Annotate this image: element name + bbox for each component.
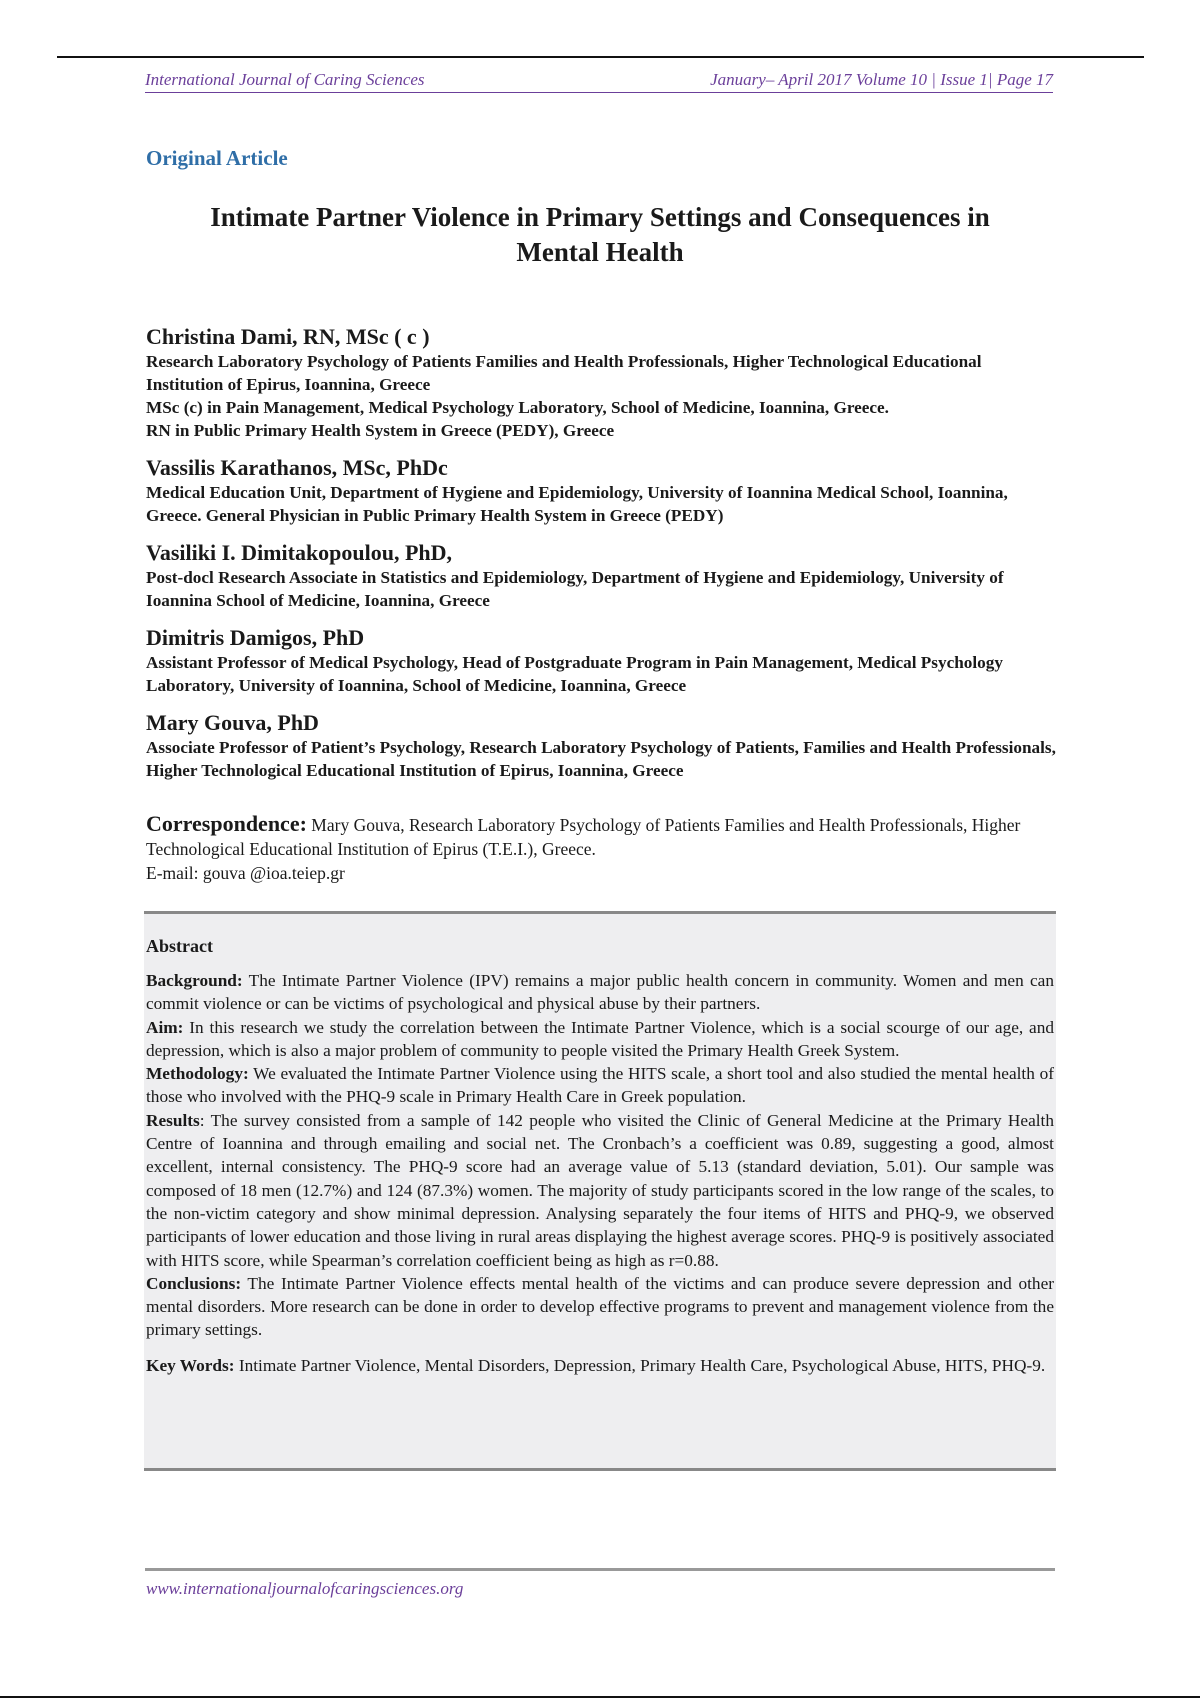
methodology-label: Methodology: [146, 1064, 249, 1084]
article-title [150, 200, 1050, 270]
correspondence-text: Mary Gouva, Research Laboratory Psychology of Patients Families and Health Professionals, Higher Technological Educational Institution of Epirus (T.E.I.), Greece. [146, 815, 1021, 859]
author-entry [146, 624, 1058, 697]
abstract-aim [146, 1016, 1054, 1063]
author-affiliation: Medical Education Unit, Department of Hygiene and Epidemiology, University of Ioannina Medical School, Ioannina, Greece. General Physician in Public Primary Health System in Greece (PEDY) [146, 483, 1008, 525]
issue-info[interactable]: January– April 2017 Volume 10 | Issue 1| Page 17 [710, 70, 1053, 89]
background-label: Background: [146, 971, 243, 990]
author-entry [146, 539, 1058, 612]
correspondence-email[interactable]: E-mail: gouva @ioa.teiep.gr [146, 863, 345, 883]
aim-label: Aim: [146, 1017, 184, 1037]
aim-text: In this research we study the correlation between the Intimate Partner Violence, which is a social scourge of our age, and depression, which is also a major problem of community to people visited the Primary Health Greek System. [146, 1017, 1054, 1060]
abstract-methodology [146, 1062, 1054, 1109]
keywords-label: Key Words: [146, 1355, 235, 1375]
abstract-results [146, 1109, 1054, 1272]
correspondence-label: Correspondence: [146, 811, 307, 836]
background-text: The Intimate Partner Violence (IPV) remains a major public health concern in community. Women and men can commit violence or can be victims of psychological and physical abuse by their partners. [146, 971, 1054, 1014]
keywords-text: Intimate Partner Violence, Mental Disorders, Depression, Primary Health Care, Psychological Abuse, HITS, PHQ-9. [234, 1355, 1046, 1375]
abstract-background [146, 969, 1054, 1016]
author-affiliation: MSc (c) in Pain Management, Medical Psychology Laboratory, School of Medicine, Ioannina, Greece. [146, 398, 889, 417]
author-name: Vassilis Karathanos, MSc, PhDc [146, 455, 448, 480]
article-type: Original Article [146, 146, 288, 170]
abstract-conclusions [146, 1272, 1054, 1342]
conclusions-text: The Intimate Partner Violence effects mental health of the victims and can produce severe depression and other mental disorders. More research can be done in order to develop effective programs to prevent and management violence from the primary settings. [146, 1273, 1054, 1340]
author-affiliation: RN in Public Primary Health System in Greece (PEDY), Greece [146, 421, 615, 440]
journal-name[interactable]: International Journal of Caring Sciences [145, 70, 425, 89]
author-list [146, 323, 1058, 794]
author-name: Vasiliki I. Dimitakopoulou, PhD, [146, 540, 453, 565]
author-entry [146, 323, 1058, 442]
conclusions-label: Conclusions: [146, 1273, 242, 1293]
footer-rule [145, 1568, 1055, 1571]
abstract-keywords [146, 1354, 1054, 1377]
author-name: Mary Gouva, PhD [146, 710, 319, 735]
abstract-box [144, 911, 1056, 1471]
title-line-2: Mental Health [516, 237, 684, 267]
footer-url[interactable]: www.internationaljournalofcaringsciences.org [146, 1579, 464, 1598]
results-text: : The survey consisted from a sample of 142 people who visited the Clinic of General Medicine at the Primary Health Centre of Ioannina and through emailing and social net. The Cronbach’s a coefficient was 0.89, suggesting a good, almost excellent, internal consistency. The PHQ-9 score had an average value of 5.13 (standard deviation, 5.01). Our sample was composed of 18 men (12.7%) and 124 (87.3%) women. The majority of study participants scored in the low range of the scales, to the non-victim category and show minimal depression. Analysing separately the four items of HITS and PHQ-9, we observed participants of lower education and those living in rural areas displaying the highest average scores. PHQ-9 is positively associated with HITS score, while Spearman’s correlation coefficient being as high as r=0.88. [146, 1110, 1054, 1270]
title-line-1: Intimate Partner Violence in Primary Settings and Consequences in [210, 202, 990, 232]
author-name: Dimitris Damigos, PhD [146, 625, 365, 650]
methodology-text: We evaluated the Intimate Partner Violence using the HITS scale, a short tool and also studied the mental health of those who involved with the PHQ-9 scale in Primary Health Care in Greek population. [146, 1064, 1054, 1107]
abstract-heading: Abstract [146, 936, 213, 956]
author-name: Christina Dami, RN, MSc ( c ) [146, 324, 430, 349]
author-affiliation: Research Laboratory Psychology of Patients Families and Health Professionals, Higher Technological Educational Institution of Epirus, Ioannina, Greece [146, 352, 982, 394]
correspondence [146, 812, 1058, 885]
bottom-rule [0, 1696, 1200, 1698]
author-entry [146, 709, 1058, 782]
abstract-body [146, 969, 1054, 1377]
author-affiliation: Associate Professor of Patient’s Psychology, Research Laboratory Psychology of Patients, Families and Health Professionals, Higher Technological Educational Institution of Epirus, Ioannina, Greece [146, 738, 1056, 780]
author-affiliation: Assistant Professor of Medical Psychology, Head of Postgraduate Program in Pain Management, Medical Psychology Laboratory, University of Ioannina, School of Medicine, Ioannina, Greece [146, 653, 1003, 695]
author-affiliation: Post-docl Research Associate in Statistics and Epidemiology, Department of Hygiene and Epidemiology, University of Ioannina School of Medicine, Ioannina, Greece [146, 568, 1004, 610]
top-rule [57, 56, 1144, 58]
author-entry [146, 454, 1058, 527]
running-header [145, 70, 1053, 93]
results-label: Results [146, 1110, 200, 1130]
